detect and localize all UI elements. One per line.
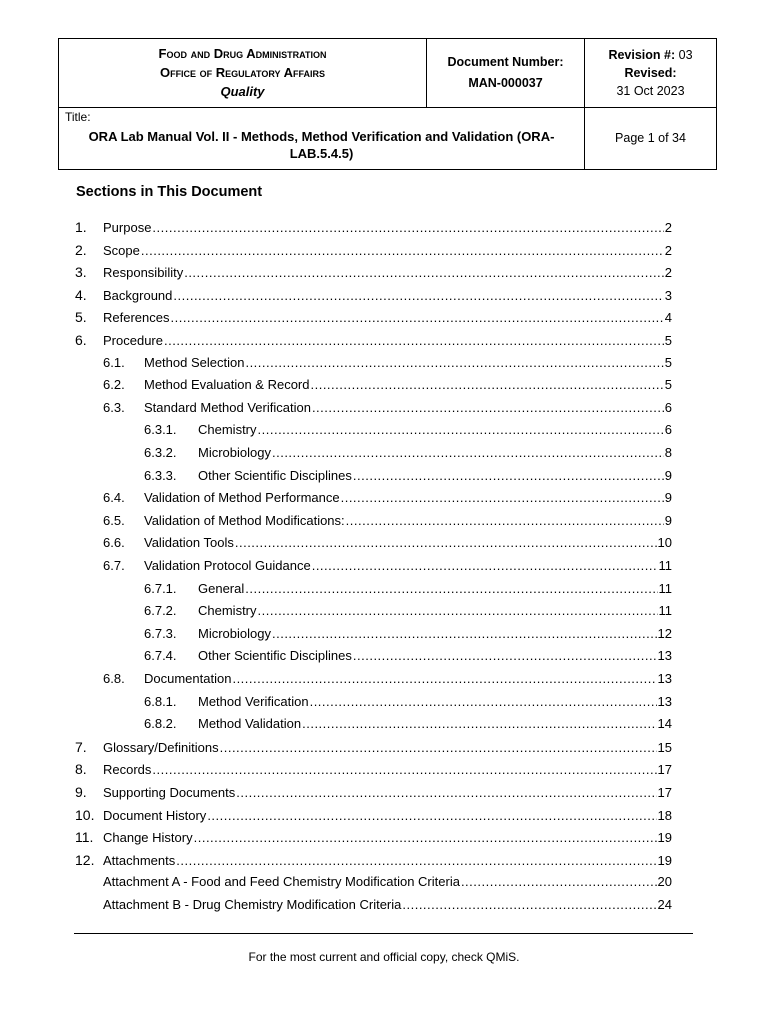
toc-entry[interactable]: [75, 217, 672, 237]
toc-entry[interactable]: [75, 737, 672, 757]
toc-entry-page: 5: [664, 377, 672, 393]
title-block: [59, 107, 585, 169]
toc-entry-title: Attachment A - Food and Feed Chemistry Modification Criteria: [103, 874, 460, 890]
toc-entry[interactable]: [144, 714, 672, 734]
agency-block: [59, 39, 427, 108]
toc-entry-number: 9.: [75, 784, 87, 800]
toc-entry[interactable]: [75, 330, 672, 350]
toc-entry-page: 24: [657, 897, 672, 912]
toc-entry[interactable]: [103, 375, 672, 395]
toc-entry-title: Method Evaluation & Record: [144, 377, 310, 393]
toc-entry-number: 6.1.: [103, 354, 125, 370]
toc-entry-title: Documentation: [144, 671, 232, 686]
toc-entry-number: 6.8.: [103, 671, 125, 686]
toc-entry-page: 2: [664, 265, 672, 281]
toc-entry[interactable]: [144, 466, 672, 486]
toc-entry-number: 12.: [75, 851, 95, 868]
toc-leader-dots: [207, 806, 656, 826]
toc-entry-title: Microbiology: [198, 445, 271, 460]
toc-entry-number: 11.: [75, 829, 94, 846]
toc-entry[interactable]: [103, 488, 672, 508]
toc-leader-dots: [310, 375, 663, 395]
revision-block: [585, 39, 717, 108]
toc-leader-dots: [346, 511, 664, 531]
toc-leader-dots: [141, 241, 664, 261]
document-number: MAN-000037: [468, 75, 543, 90]
toc-entry-title: Attachments: [103, 852, 176, 868]
toc-entry-title: Method Verification: [198, 693, 309, 709]
toc-entry-page: 13: [657, 648, 672, 664]
toc-entry-number: 6.7.2.: [144, 603, 177, 619]
agency-name: Food and Drug Administration: [158, 46, 327, 62]
toc-entry[interactable]: [75, 805, 672, 825]
toc-entry-page: 14: [657, 716, 672, 732]
toc-entry-title: Scope: [103, 242, 140, 258]
quality-label: Quality: [220, 84, 265, 100]
toc-entry-title: References: [103, 310, 170, 326]
toc-entry[interactable]: [144, 624, 672, 644]
toc-leader-dots: [258, 601, 658, 621]
toc-entry-page: 15: [657, 739, 672, 755]
toc-leader-dots: [402, 895, 656, 915]
toc-leader-dots: [272, 443, 664, 463]
toc-entry-number: 6.8.1.: [144, 693, 177, 709]
toc-entry-number: 6.8.2.: [144, 716, 177, 732]
toc-entry-number: 5.: [75, 309, 87, 326]
toc-entry-number: 6.7.: [103, 558, 125, 573]
toc-entry[interactable]: [75, 240, 672, 260]
toc-leader-dots: [272, 624, 657, 644]
toc-entry-page: 5: [664, 333, 672, 348]
toc-entry-number: 4.: [75, 286, 87, 303]
toc-leader-dots: [173, 286, 663, 306]
toc-leader-dots: [245, 353, 663, 373]
toc-entry[interactable]: [75, 759, 672, 779]
toc-entry-number: 8.: [75, 761, 87, 778]
toc-entry[interactable]: [103, 511, 672, 531]
toc-leader-dots: [236, 783, 656, 803]
toc-entry-number: 6.3.3.: [144, 467, 177, 483]
office-name: Office of Regulatory Affairs: [159, 65, 326, 81]
toc-entry-title: Other Scientific Disciplines: [198, 648, 352, 664]
toc-entry[interactable]: [144, 601, 672, 621]
toc-entry-page: 8: [664, 445, 672, 460]
toc-entry-page: 9: [664, 467, 672, 483]
toc-entry-title: Chemistry: [198, 603, 257, 619]
toc-entry-page: 2: [664, 242, 672, 258]
document-header: [58, 38, 717, 170]
toc-leader-dots: [245, 579, 657, 599]
toc-entry-page: 5: [664, 354, 672, 370]
toc-entry-page: 20: [657, 874, 672, 890]
toc-leader-dots: [353, 646, 657, 666]
toc-entry[interactable]: [103, 895, 672, 915]
revision-number: 03: [678, 47, 693, 62]
toc-entry-number: 6.: [75, 332, 87, 348]
toc-leader-dots: [258, 420, 664, 440]
toc-entry-page: 17: [657, 785, 672, 800]
toc-entry-number: 3.: [75, 264, 87, 281]
toc-entry-page: 3: [664, 287, 672, 303]
toc-entry-page: 6: [664, 422, 672, 438]
toc-entry[interactable]: [144, 420, 672, 440]
toc-entry-page: 19: [657, 852, 672, 868]
toc-entry-title: Responsibility: [103, 265, 184, 281]
page-indicator: Page 1 of 34: [585, 107, 717, 169]
toc-leader-dots: [232, 669, 656, 689]
document-number-block: [427, 39, 585, 108]
toc-entry-page: 19: [657, 830, 672, 846]
toc-heading: Sections in This Document: [76, 184, 263, 200]
toc-entry[interactable]: [144, 692, 672, 712]
toc-entry[interactable]: [144, 443, 672, 463]
toc-entry-title: Chemistry: [198, 422, 257, 438]
toc-entry-title: Glossary/Definitions: [103, 739, 219, 755]
toc-leader-dots: [152, 760, 656, 780]
toc-entry-page: 12: [657, 625, 672, 641]
revised-label: Revised:: [624, 65, 677, 80]
toc-entry-title: Records: [103, 762, 152, 778]
toc-entry-page: 11: [658, 558, 672, 573]
toc-entry-title: Supporting Documents: [103, 785, 236, 800]
toc-entry-title: Procedure: [103, 333, 163, 348]
revision-label: Revision #:: [608, 47, 676, 62]
toc-entry-title: Method Validation: [198, 716, 302, 732]
toc-entry-number: 6.3.1.: [144, 422, 177, 438]
toc-entry-number: 10.: [75, 806, 95, 823]
toc-leader-dots: [194, 828, 657, 848]
toc-leader-dots: [235, 533, 657, 553]
toc-entry-page: 9: [664, 490, 672, 506]
toc-entry-page: 4: [664, 310, 672, 326]
toc-entry-number: 6.7.4.: [144, 648, 177, 664]
toc-entry-page: 11: [658, 580, 672, 596]
toc-entry-page: 13: [657, 671, 672, 686]
toc-entry[interactable]: [103, 556, 672, 576]
toc-entry[interactable]: [75, 307, 672, 327]
toc-entry[interactable]: [75, 262, 672, 282]
toc-entry-page: 2: [664, 220, 672, 235]
toc-leader-dots: [152, 218, 663, 238]
toc-entry-number: 6.6.: [103, 535, 125, 551]
toc-entry-number: 6.3.2.: [144, 445, 177, 460]
toc-leader-dots: [310, 692, 657, 712]
toc-leader-dots: [170, 308, 663, 328]
toc-entry-title: Validation Protocol Guidance: [144, 558, 311, 573]
toc-entry-number: 6.3.: [103, 399, 125, 415]
toc-entry-page: 17: [657, 762, 672, 778]
toc-leader-dots: [461, 872, 657, 892]
toc-entry-title: Attachment B - Drug Chemistry Modification Criteria: [103, 897, 402, 912]
document-title: ORA Lab Manual Vol. II - Methods, Method Verification and Validation (ORA-LAB.5.4.5): [88, 129, 555, 162]
toc-entry[interactable]: [103, 669, 672, 689]
toc-entry-page: 6: [664, 399, 672, 415]
toc-entry[interactable]: [75, 285, 672, 305]
toc-entry[interactable]: [103, 353, 672, 373]
toc-entry-number: 6.4.: [103, 490, 125, 506]
toc-leader-dots: [302, 714, 656, 734]
toc-entry-number: 6.7.1.: [144, 580, 177, 596]
toc-entry[interactable]: [103, 398, 672, 418]
toc-entry-number: 6.7.3.: [144, 625, 177, 641]
toc-entry-page: 18: [657, 807, 672, 823]
toc-leader-dots: [353, 466, 664, 486]
toc-entry-page: 13: [657, 693, 672, 709]
title-label: Title:: [65, 109, 91, 124]
toc-entry[interactable]: [75, 827, 672, 847]
toc-leader-dots: [312, 556, 658, 576]
toc-entry[interactable]: [75, 782, 672, 802]
toc-entry-title: Method Selection: [144, 354, 245, 370]
document-number-label: Document Number:: [447, 54, 564, 69]
revised-date: 31 Oct 2023: [616, 83, 685, 98]
toc-leader-dots: [312, 398, 664, 418]
toc-entry[interactable]: [144, 579, 672, 599]
toc-entry-title: Background: [103, 287, 173, 303]
footer-note: For the most current and official copy, check QMiS.: [248, 950, 520, 964]
toc-entry-title: Other Scientific Disciplines: [198, 467, 352, 483]
toc-leader-dots: [164, 331, 664, 351]
toc-leader-dots: [176, 851, 656, 871]
toc-entry-page: 9: [664, 512, 672, 528]
toc-entry-title: Microbiology: [198, 625, 271, 641]
toc-leader-dots: [341, 488, 664, 508]
toc-entry[interactable]: [103, 872, 672, 892]
toc-entry[interactable]: [103, 533, 672, 553]
toc-entry-title: General: [198, 580, 245, 596]
toc-entry[interactable]: [75, 850, 672, 870]
toc-entry-number: 2.: [75, 241, 87, 258]
toc-entry-page: 11: [658, 603, 672, 619]
toc-entry-title: Change History: [103, 830, 193, 846]
toc-leader-dots: [220, 738, 657, 758]
toc-entry-number: 1.: [75, 219, 87, 235]
toc-entry-number: 6.2.: [103, 377, 125, 393]
toc-entry-number: 6.5.: [103, 512, 125, 528]
toc-entry-title: Validation of Method Modifications:: [144, 512, 345, 528]
toc-entry-title: Standard Method Verification: [144, 399, 311, 415]
footer-divider: [74, 933, 693, 934]
toc-leader-dots: [184, 263, 664, 283]
toc-entry-title: Purpose: [103, 220, 152, 235]
toc-entry-title: Validation Tools: [144, 535, 234, 551]
toc-entry-title: Document History: [103, 807, 207, 823]
toc-entry[interactable]: [144, 646, 672, 666]
toc-entry-page: 10: [657, 535, 672, 551]
toc-entry-number: 7.: [75, 738, 87, 755]
toc-entry-title: Validation of Method Performance: [144, 490, 340, 506]
